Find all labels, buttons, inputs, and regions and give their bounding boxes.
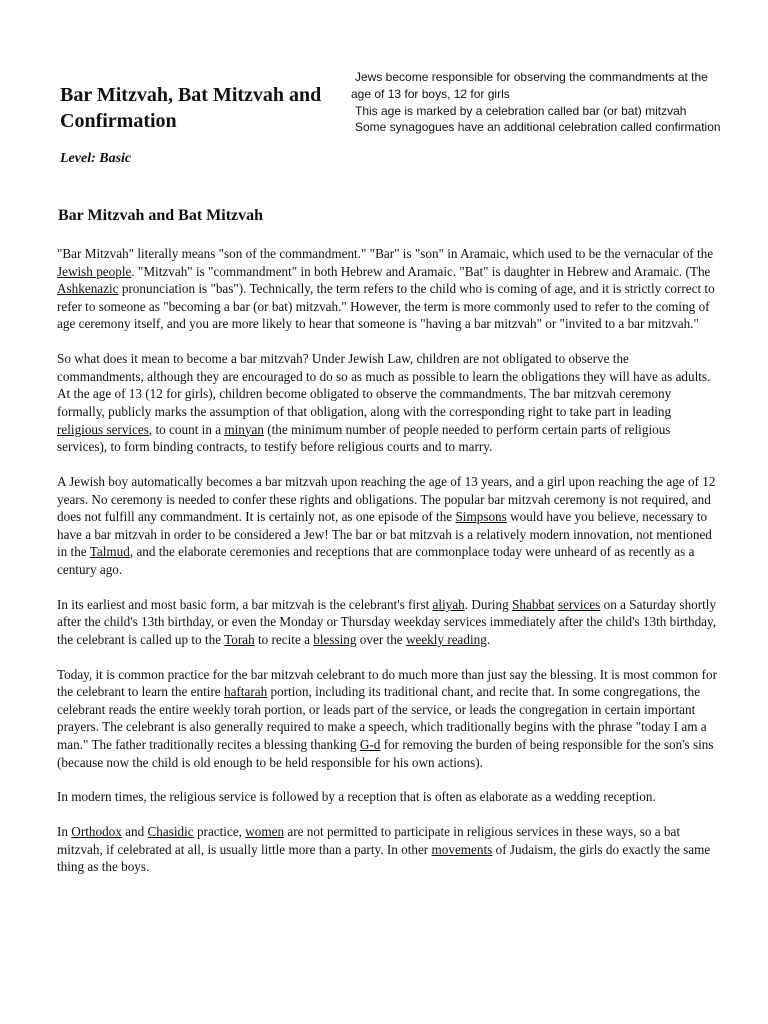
text-run: (the minimum number of people needed to perform certain parts of religious services), to form binding contracts, to testify before religious courts and to marry.	[57, 421, 671, 455]
text-run: "Bar Mitzvah" literally means "son of the commandment." "Bar" is "son" in Aramaic, which used to be the vernacular of the	[57, 246, 714, 261]
text-run: . During	[464, 596, 513, 612]
paragraph	[57, 823, 717, 876]
link-minyan[interactable]: minyan	[224, 421, 264, 437]
article-body	[57, 245, 717, 893]
link-chasidic[interactable]: Chasidic	[147, 824, 194, 840]
summary-item: Some synagogues have an additional celebration called confirmation	[355, 120, 721, 135]
link-aliyah[interactable]: aliyah	[432, 596, 465, 612]
text-run: , and the elaborate ceremonies and receptions that are commonplace today were unheard of as recently as a century ago.	[57, 544, 695, 577]
link-women[interactable]: women	[245, 824, 285, 840]
link-simpsons[interactable]: Simpsons	[455, 509, 507, 525]
link-talmud[interactable]: Talmud	[89, 544, 130, 560]
paragraph	[57, 350, 717, 456]
summary-list	[351, 69, 731, 136]
section-heading: Bar Mitzvah and Bat Mitzvah	[58, 207, 264, 224]
text-run: to recite a	[254, 631, 314, 647]
link-movements[interactable]: movements	[431, 841, 493, 857]
text-run: . "Mitzvah" is "commandment" in both Hebrew and Aramaic. "Bat" is daughter in Hebrew and Aramaic. (The	[131, 263, 711, 279]
text-run: of Judaism, the girls do exactly the same thing as the boys.	[57, 841, 711, 875]
link-shabbat[interactable]: Shabbat	[512, 596, 555, 612]
page-title: Bar Mitzvah, Bat Mitzvah and Confirmation	[60, 84, 322, 132]
text-run: In its earliest and most basic form, a bar mitzvah is the celebrant's first	[57, 596, 433, 612]
text-run: , to count in a	[148, 421, 225, 437]
link-g-d[interactable]: G-d	[359, 737, 381, 752]
text-run: In modern times, the religious service is followed by a reception that is often as elaborate as a wedding reception.	[57, 789, 656, 805]
level-label: Level: Basic	[60, 151, 132, 166]
link-blessing[interactable]: blessing	[313, 631, 357, 647]
link-ashkenazic[interactable]: Ashkenazic	[57, 281, 119, 297]
link-services[interactable]: services	[557, 596, 601, 612]
paragraph	[57, 245, 717, 333]
paragraph	[57, 788, 717, 806]
text-run: .	[486, 631, 491, 647]
link-religious-services[interactable]: religious services	[57, 421, 149, 437]
link-weekly-reading[interactable]: weekly reading	[405, 631, 487, 647]
text-run: So what does it mean to become a bar mitzvah? Under Jewish Law, children are not obligated to observe the commandments, although they are encouraged to do so as much as possible to learn the obligations they will have as adults. At the age of 13 (12 for girls), children become obligated to observe the commandments. The bar mitzvah ceremony formally, publicly marks the assumption of that obligation, along with the corresponding right to take part in leading	[57, 351, 711, 419]
text-run: In	[57, 824, 72, 840]
text-run: Today, it is common practice for the bar mitzvah celebrant to do much more than just say the blessing. It is most common for the celebrant to learn the entire	[57, 666, 717, 700]
summary-item: Jews become responsible for observing the commandments at the age of 13 for boys, 12 for girls	[351, 70, 708, 101]
text-run: on a Saturday shortly after the child's 13th birthday, or even the Monday or Thursday weekday services immediately after the child's 13th birthday, the celebrant is called up to the	[57, 596, 717, 647]
paragraph	[57, 596, 717, 649]
text-run: portion, including its traditional chant, and recite that. In some congregations, the celebrant reads the entire weekly torah portion, or leads part of the service, or leads the congregation in certain important prayers. The celebrant is also generally required to make a speech, which traditionally begins with the phrase "today I am a man." The father traditionally recites a blessing thanking	[57, 684, 707, 752]
text-run: and	[121, 824, 148, 840]
link-torah[interactable]: Torah	[224, 631, 255, 647]
link-haftarah[interactable]: haftarah	[223, 684, 268, 700]
text-run: for removing the burden of being responsible for the son's sins (because now the child is old enough to be held responsible for his own actions).	[57, 737, 714, 770]
text-run: over the	[356, 631, 406, 647]
summary-item: This age is marked by a celebration called bar (or bat) mitzvah	[355, 103, 687, 118]
link-orthodox[interactable]: Orthodox	[71, 824, 122, 840]
text-run: are not permitted to participate in religious services in these ways, so a bat mitzvah, if celebrated at all, is usually little more than a party. In other	[57, 824, 680, 857]
text-run: practice,	[193, 824, 246, 840]
text-run: pronunciation is "bas"). Technically, the term refers to the child who is coming of age, and it is strictly correct to refer to someone as "becoming a bar (or bat) mitzvah." However, the term is more commonly used to refer to the coming of age ceremony itself, and you are more likely to hear that someone is "having a bar mitzvah" or "invited to a bar mitzvah."	[57, 281, 715, 332]
paragraph	[57, 666, 717, 772]
text-run: A Jewish boy automatically becomes a bar mitzvah upon reaching the age of 13 years, and a girl upon reaching the age of 12 years. No ceremony is needed to confer these rights and obligations. The popular bar mitzvah ceremony is not required, and does not fulfill any commandment. It is certainly not, as one episode of the	[57, 473, 716, 525]
link-jewish-people[interactable]: Jewish people	[57, 263, 132, 279]
text-run: would have you believe, necessary to have a bar mitzvah in order to be considered a Jew! The bar or bat mitzvah is a relatively modern innovation, not mentioned in the	[57, 509, 712, 560]
paragraph	[57, 473, 717, 579]
